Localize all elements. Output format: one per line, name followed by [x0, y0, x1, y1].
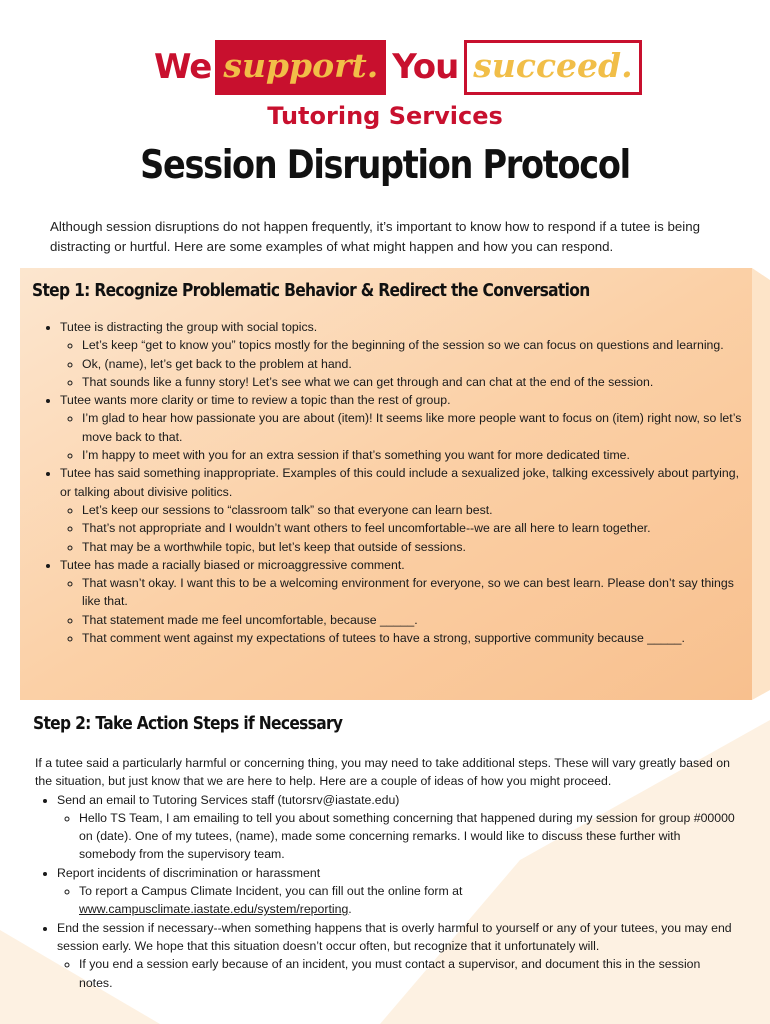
step1-list	[40, 318, 744, 647]
list-item: ◦ That comment went against my expectations of tutees to have a strong, supportive community because _____.	[82, 629, 744, 647]
page-title: Session Disruption Protocol	[140, 143, 630, 188]
step1-section	[20, 268, 752, 700]
list-item: • Tutee has said something inappropriate. Examples of this could include a sexualized joke, talking excessively about partying, or talking about divisive politics. ◦ Let’s keep our sessions to “classroom talk” so that everyone can learn best. ◦ That’s not appropriate and I wouldn’t want others to feel uncomfortable--we are all here to learn together. ◦ That may be a worthwhile topic, but let’s keep that outside of sessions.	[60, 464, 744, 555]
slogan-succeed: succeed.	[464, 40, 641, 95]
list-item: ◦ That wasn’t okay. I want this to be a welcoming environment for everyone, so we can best learn. Please don’t say things like that.	[82, 574, 744, 611]
slogan-you: You	[392, 47, 459, 87]
campus-climate-link[interactable]: www.campusclimate.iastate.edu/system/reporting	[79, 902, 349, 917]
list-item: • End the session if necessary--when something happens that is overly harmful to yourself or any of your tutees, you may end session early. We hope that this situation doesn’t occur often, but recognize that it unfortunately will. ◦ If you end a session early because of an incident, you must contact a supervisor, and document this in the session notes.	[57, 919, 735, 992]
list-item: ◦ That may be a worthwhile topic, but let’s keep that outside of sessions.	[82, 538, 744, 556]
slogan-logo	[154, 36, 642, 98]
step2-section	[35, 754, 735, 992]
list-item: ◦ That’s not appropriate and I wouldn’t want others to feel uncomfortable--we are all here to learn together.	[82, 519, 744, 537]
list-item: ◦ I’m glad to hear how passionate you are about (item)! It seems like more people want to focus on (item) right now, so let’s move back to that.	[82, 409, 744, 446]
step2-heading: Step 2: Take Action Steps if Necessary	[33, 713, 343, 734]
list-item: ◦ To report a Campus Climate Incident, you can fill out the online form at www.campusclimate.iastate.edu/system/reporting.	[79, 882, 735, 919]
list-item: • Tutee wants more clarity or time to review a topic than the rest of group. ◦ I’m glad to hear how passionate you are about (item)! It seems like more people want to focus on (item) right now, so let’s move back to that. ◦ I’m happy to meet with you for an extra session if that’s something you want for more dedicated time.	[60, 391, 744, 464]
step2-intro: If a tutee said a particularly harmful or concerning thing, you may need to take additional steps. These will vary greatly based on the situation, but just know that we are here to help. Here are a couple of ideas of how you might proceed.	[35, 756, 730, 789]
step2-list	[35, 791, 735, 992]
list-item: ◦ That sounds like a funny story! Let’s see what we can get through and can chat at the end of the session.	[82, 373, 744, 391]
list-item: ◦ Let’s keep “get to know you” topics mostly for the beginning of the session so we can focus on questions and learning.	[82, 336, 744, 354]
list-item: ◦ That statement made me feel uncomfortable, because _____.	[82, 611, 744, 629]
intro-paragraph: Although session disruptions do not happen frequently, it’s important to know how to respond if a tutee is being distracting or hurtful. Here are some examples of what might happen and how you can respond.	[50, 219, 700, 254]
list-item: ◦ If you end a session early because of an incident, you must contact a supervisor, and document this in the session notes.	[79, 955, 735, 992]
list-item: • Tutee has made a racially biased or microaggressive comment. ◦ That wasn’t okay. I want this to be a welcoming environment for everyone, so we can best learn. Please don’t say things like that. ◦ That statement made me feel uncomfortable, because _____. ◦ That comment went against my expectations of tutees to have a strong, supportive community because _____.	[60, 556, 744, 647]
list-item: • Report incidents of discrimination or harassment ◦ To report a Campus Climate Incident, you can fill out the online form at www.campusclimate.iastate.edu/system/reporting.	[57, 864, 735, 919]
slogan-support: support.	[215, 40, 386, 95]
step1-heading: Step 1: Recognize Problematic Behavior & Redirect the Conversation	[32, 280, 590, 301]
list-item: ◦ I’m happy to meet with you for an extra session if that’s something you want for more dedicated time.	[82, 446, 744, 464]
list-item: ◦ Hello TS Team, I am emailing to tell you about something concerning that happened during my session for group #00000 on (date). One of my tutees, (name), made some concerning remarks. I would like to discuss these further with somebody from the supervisory team.	[79, 809, 735, 864]
list-item: • Tutee is distracting the group with social topics. ◦ Let’s keep “get to know you” topics mostly for the beginning of the session so we can focus on questions and learning. ◦ Ok, (name), let’s get back to the problem at hand. ◦ That sounds like a funny story! Let’s see what we can get through and can chat at the end of the session.	[60, 318, 744, 391]
subtitle: Tutoring Services	[267, 102, 503, 130]
slogan-we: We	[154, 47, 212, 87]
list-item: • Send an email to Tutoring Services staff (tutorsrv@iastate.edu) ◦ Hello TS Team, I am emailing to tell you about something concerning that happened during my session for group #00000 on (date). One of my tutees, (name), made some concerning remarks. I would like to discuss these further with somebody from the supervisory team.	[57, 791, 735, 864]
list-item: ◦ Ok, (name), let’s get back to the problem at hand.	[82, 355, 744, 373]
list-item: ◦ Let’s keep our sessions to “classroom talk” so that everyone can learn best.	[82, 501, 744, 519]
